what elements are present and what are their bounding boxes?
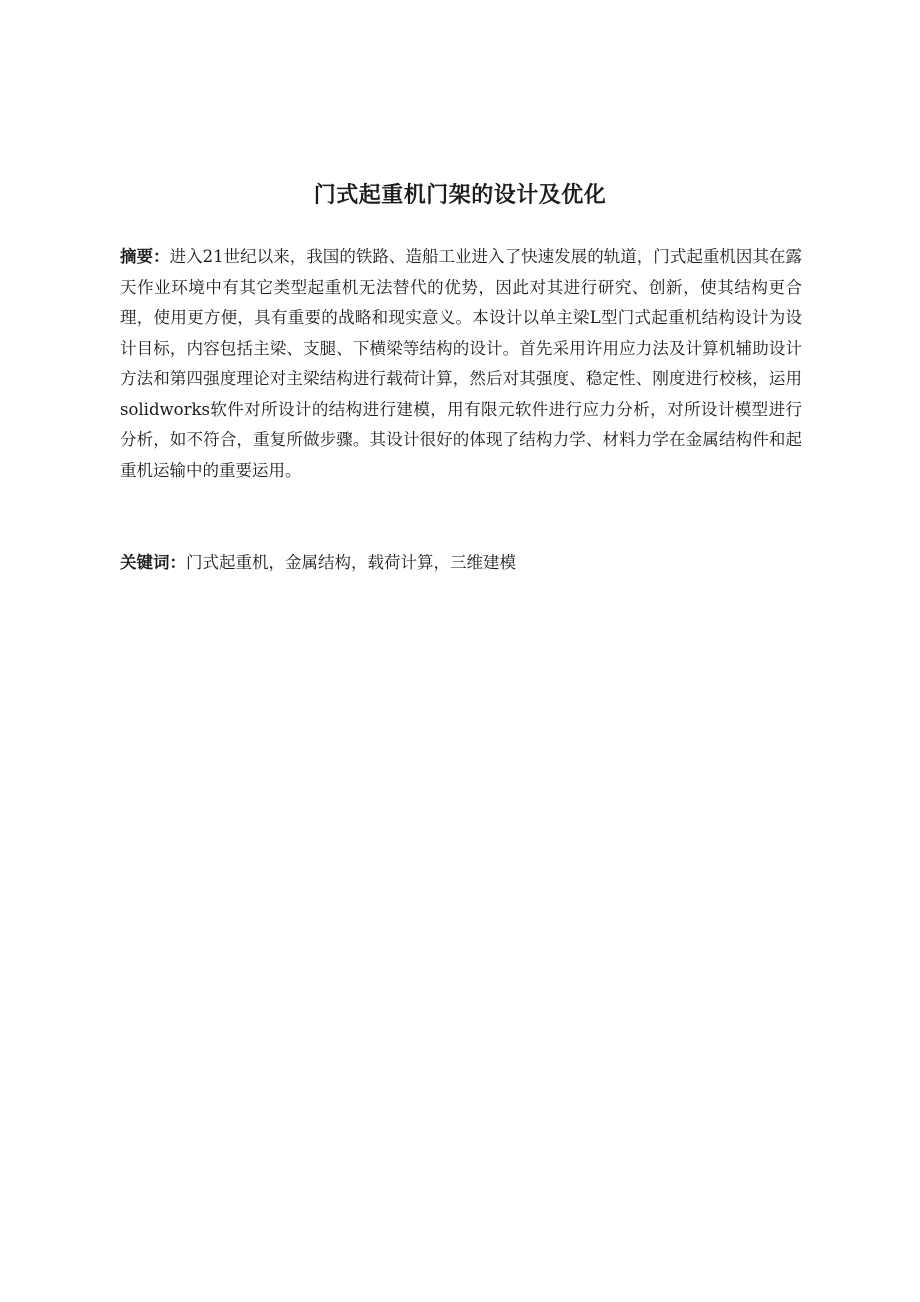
keywords-text: 门式起重机，金属结构，载荷计算，三维建模 xyxy=(186,553,516,572)
abstract-text: 进入21世纪以来，我国的铁路、造船工业进入了快速发展的轨道，门式起重机因其在露天作业环境中有其它类型起重机无法替代的优势，因此对其进行研究、创新，使其结构更合理，使用更方便，具有重要的战略和现实意义。本设计以单主梁L型门式起重机结构设计为设计目标，内容包括主梁、支腿、下横梁等结构的设计。首先采用许用应力法及计算机辅助设计方法和第四强度理论对主梁结构进行载荷计算，然后对其强度、稳定性、刚度进行校核，运用solidworks软件对所设计的结构进行建模，用有限元软件进行应力分析，对所设计模型进行分析，如不符合，重复所做步骤。其设计很好的体现了结构力学、材料力学在金属结构件和起重机运输中的重要运用。 xyxy=(120,247,802,480)
keywords-line xyxy=(120,548,802,578)
document-title: 门式起重机门架的设计及优化 xyxy=(313,183,607,208)
abstract-paragraph xyxy=(120,242,802,486)
keywords-label: 关键词： xyxy=(120,553,186,572)
abstract-label: 摘要： xyxy=(120,247,170,266)
